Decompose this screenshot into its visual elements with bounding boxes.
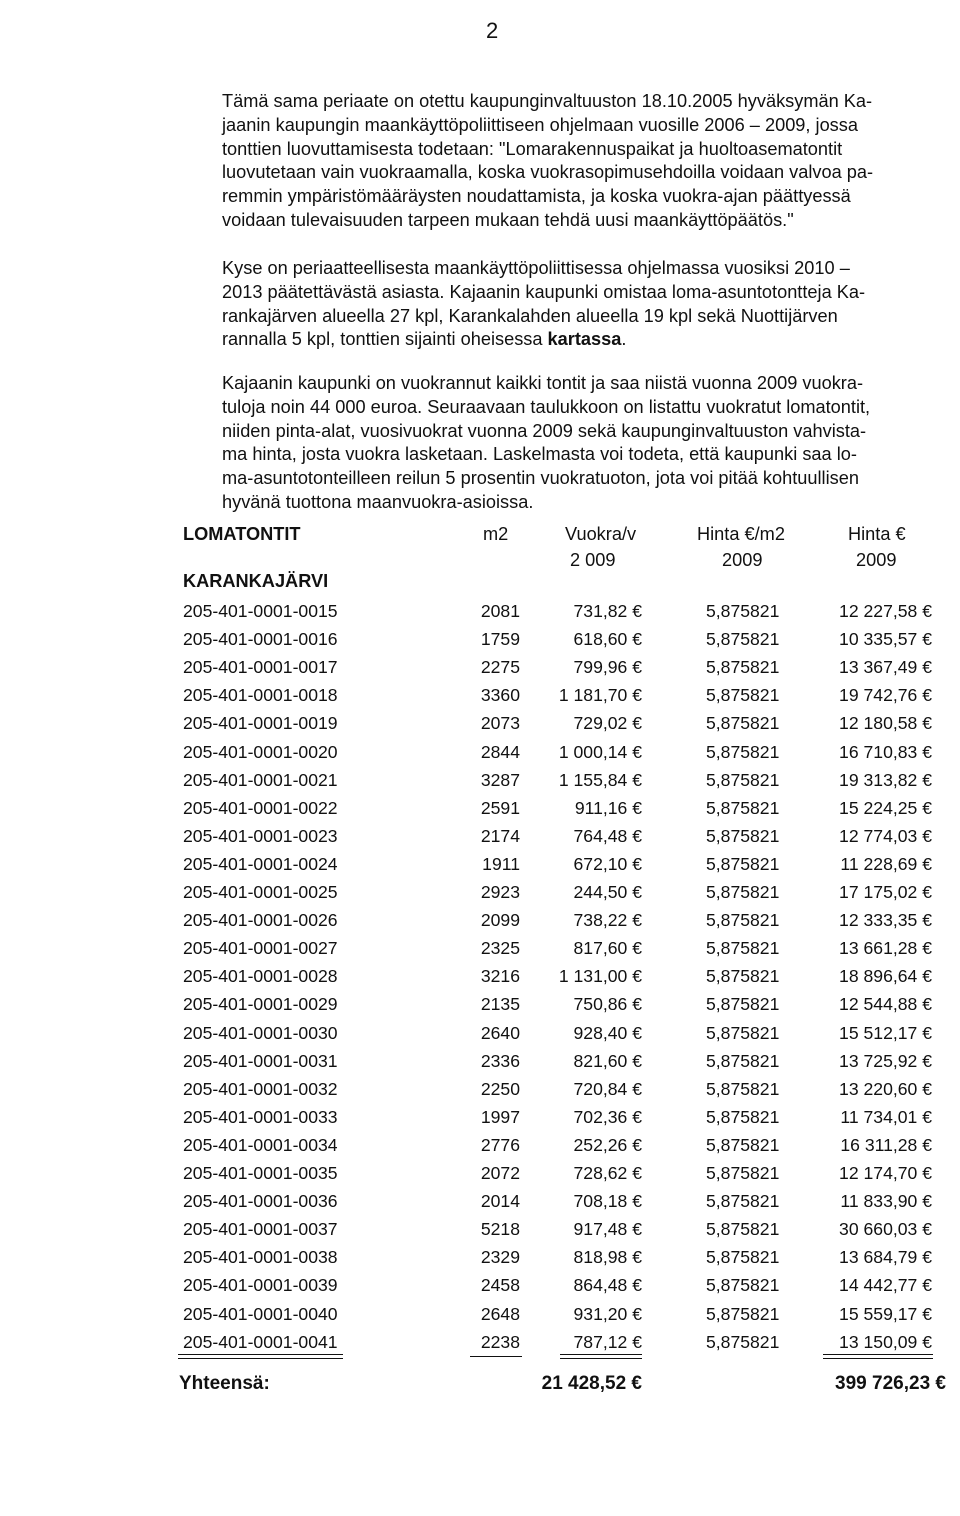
- parcel-price: 12 544,88 €: [839, 994, 932, 1015]
- text-line: voidaan tulevaisuuden tarpeen mukaan tehdä uusi maankäyttöpäätös.": [222, 209, 794, 230]
- parcel-price: 13 725,92 €: [839, 1050, 932, 1071]
- price-per-m2: 5,875821: [706, 1163, 780, 1183]
- text-line: ma hinta, josta vuokra lasketaan. Laskelmasta voi todeta, että kaupunki saa lo-: [222, 444, 857, 465]
- parcel-id: 205-401-0001-0035: [183, 1163, 338, 1183]
- parcel-id: 205-401-0001-0028: [183, 966, 338, 987]
- annual-rent: 1 181,70 €: [558, 685, 642, 706]
- annual-rent: 911,16 €: [574, 797, 642, 818]
- area-m2: 2458: [480, 1275, 520, 1296]
- area-m2: 2776: [480, 1134, 520, 1155]
- area-m2: 3216: [480, 966, 520, 987]
- annual-rent: 817,60 €: [573, 938, 642, 959]
- table-row: [0, 910, 960, 938]
- table-row: [0, 629, 960, 657]
- annual-rent: 928,40 €: [573, 1022, 642, 1043]
- area-m2: 2174: [480, 825, 520, 846]
- parcel-id: 205-401-0001-0040: [183, 1303, 338, 1324]
- annual-rent: 738,22 €: [573, 910, 642, 931]
- area-m2: 2238: [480, 1331, 520, 1352]
- text-line: hyvänä tuottona maanvuokra-asioissa.: [222, 491, 534, 512]
- annual-rent: 864,48 €: [573, 1275, 642, 1296]
- table-row: [0, 1275, 960, 1303]
- parcel-id: 205-401-0001-0027: [183, 938, 338, 959]
- parcel-price: 13 684,79 €: [839, 1247, 932, 1268]
- annual-rent: 821,60 €: [573, 1050, 642, 1071]
- area-m2: 3360: [480, 685, 520, 706]
- table-title: LOMATONTIT: [183, 524, 301, 544]
- area-m2: 2014: [480, 1191, 520, 1212]
- text-line: Kajaanin kaupunki on vuokrannut kaikki tontit ja saa niistä vuonna 2009 vuokra-: [222, 373, 864, 393]
- price-per-m2: 5,875821: [706, 1275, 780, 1296]
- parcel-id: 205-401-0001-0041: [183, 1331, 338, 1352]
- parcel-price: 12 774,03 €: [839, 825, 932, 846]
- price-per-m2: 5,875821: [706, 713, 780, 734]
- id-column-rule: [178, 1358, 343, 1359]
- parcel-price: 11 734,01 €: [840, 1106, 932, 1127]
- parcel-price: 16 710,83 €: [839, 741, 932, 762]
- price-per-m2: 5,875821: [706, 825, 780, 846]
- parcel-id: 205-401-0001-0034: [183, 1134, 338, 1155]
- price-per-m2: 5,875821: [706, 1134, 780, 1155]
- table-row: [0, 882, 960, 910]
- parcel-id: 205-401-0001-0019: [183, 713, 338, 734]
- parcel-id: 205-401-0001-0029: [183, 994, 338, 1015]
- table-row: [0, 966, 960, 994]
- table-row: [0, 1107, 960, 1135]
- area-m2: 2923: [480, 882, 520, 902]
- parcel-price: 17 175,02 €: [839, 882, 932, 902]
- price-per-m2: 5,875821: [706, 910, 780, 931]
- annual-rent: 618,60 €: [573, 629, 642, 650]
- text-line: luovutetaan vain vuokraamalla, koska vuokrasopimusehdoilla voidaan valvoa pa-: [222, 162, 874, 183]
- parcel-id: 205-401-0001-0024: [183, 853, 338, 874]
- annual-rent: 1 131,00 €: [558, 966, 642, 987]
- parcel-price: 30 660,03 €: [839, 1219, 932, 1240]
- price-per-m2: 5,875821: [706, 1331, 780, 1352]
- table-row: [0, 1051, 960, 1079]
- table-row: [0, 685, 960, 713]
- parcel-id: 205-401-0001-0039: [183, 1275, 338, 1296]
- intro-paragraph: [222, 90, 950, 233]
- area-m2: 2844: [480, 741, 520, 762]
- table-row: [0, 1304, 960, 1332]
- map-reference: kartassa: [547, 329, 622, 350]
- text-line: rankajärven alueella 27 kpl, Karankalahden alueella 19 kpl sekä Nuottijärven: [222, 305, 838, 326]
- table-row: [0, 657, 960, 685]
- table-row: [0, 1247, 960, 1275]
- m2-column-rule: [470, 1356, 522, 1357]
- parcel-id: 205-401-0001-0030: [183, 1022, 338, 1043]
- table-row: [0, 601, 960, 629]
- parcel-price: 15 224,25 €: [839, 797, 932, 818]
- parcel-id: 205-401-0001-0016: [183, 629, 338, 650]
- parcel-id: 205-401-0001-0015: [183, 601, 338, 621]
- annual-rent: 1 155,84 €: [558, 769, 642, 790]
- price-per-m2: 5,875821: [706, 601, 780, 621]
- area-m2: 5218: [480, 1219, 520, 1240]
- parcel-id: 205-401-0001-0023: [183, 825, 338, 846]
- area-m2: 2250: [480, 1078, 520, 1099]
- annual-rent: 818,98 €: [573, 1247, 642, 1268]
- price-column-rule: [823, 1358, 933, 1359]
- table-row: [0, 1023, 960, 1051]
- column-header-price: Hinta €: [848, 524, 906, 544]
- parcel-price: 13 661,28 €: [839, 938, 932, 959]
- price-per-m2: 5,875821: [706, 1050, 780, 1071]
- area-m2: 2329: [480, 1247, 520, 1268]
- parcel-id: 205-401-0001-0025: [183, 882, 338, 902]
- text-span: rannalla 5 kpl, tonttien sijainti oheisessa: [222, 329, 548, 350]
- column-header-rent: Vuokra/v: [565, 524, 637, 544]
- annual-rent: 702,36 €: [573, 1106, 642, 1127]
- text-line: jaanin kaupungin maankäyttöpoliittiseen ohjelmaan vuosille 2006 – 2009, jossa: [222, 114, 858, 135]
- context-paragraph: [222, 257, 950, 352]
- annual-rent: 750,86 €: [573, 994, 642, 1015]
- total-price: 399 726,23 €: [835, 1373, 946, 1394]
- parcel-price: 13 150,09 €: [839, 1331, 932, 1352]
- table-row: [0, 1163, 960, 1191]
- column-header-price-year: 2009: [856, 550, 897, 570]
- area-m2: 2640: [480, 1022, 520, 1043]
- table-row: [0, 1079, 960, 1107]
- table-row: [0, 742, 960, 770]
- table-row: [0, 1219, 960, 1247]
- table-row: [0, 713, 960, 741]
- total-rent: 21 428,52 €: [541, 1373, 642, 1394]
- table-row: [0, 826, 960, 854]
- price-per-m2: 5,875821: [706, 685, 780, 706]
- area-m2: 2275: [480, 657, 520, 678]
- table-row: [0, 854, 960, 882]
- parcel-id: 205-401-0001-0018: [183, 685, 338, 706]
- parcel-id: 205-401-0001-0037: [183, 1219, 338, 1240]
- annual-rent: 917,48 €: [573, 1219, 642, 1240]
- price-per-m2: 5,875821: [706, 853, 780, 874]
- price-per-m2: 5,875821: [706, 1106, 780, 1127]
- text-line: 2013 päätettävästä asiasta. Kajaanin kaupunki omistaa loma-asuntotontteja Ka-: [222, 281, 866, 302]
- parcel-id: 205-401-0001-0033: [183, 1106, 338, 1127]
- parcel-id: 205-401-0001-0021: [183, 769, 338, 790]
- parcel-price: 19 313,82 €: [839, 769, 932, 790]
- area-m2: 2081: [480, 601, 520, 621]
- annual-rent: 672,10 €: [573, 853, 642, 874]
- parcel-id: 205-401-0001-0032: [183, 1078, 338, 1099]
- parcel-id: 205-401-0001-0038: [183, 1247, 338, 1268]
- parcel-price: 11 833,90 €: [840, 1191, 932, 1212]
- price-per-m2: 5,875821: [706, 1022, 780, 1043]
- annual-rent: 728,62 €: [573, 1163, 642, 1183]
- text-line: [222, 328, 950, 352]
- column-header-m2: m2: [483, 524, 509, 544]
- page-number: 2: [486, 18, 499, 43]
- text-line: niiden pinta-alat, vuosivuokrat vuonna 2009 sekä kaupunginvaltuuston vahvista-: [222, 420, 867, 441]
- price-column-rule: [823, 1354, 933, 1355]
- annual-rent: 720,84 €: [573, 1078, 642, 1099]
- text-line: Kyse on periaatteellisesta maankäyttöpoliittisessa ohjelmassa vuosiksi 2010 –: [222, 258, 850, 278]
- parcel-price: 12 227,58 €: [839, 601, 932, 621]
- annual-rent: 931,20 €: [573, 1303, 642, 1324]
- price-per-m2: 5,875821: [706, 1219, 780, 1240]
- parcel-price: 19 742,76 €: [839, 685, 932, 706]
- parcel-price: 12 174,70 €: [839, 1163, 932, 1183]
- total-label: Yhteensä:: [179, 1373, 270, 1394]
- text-line: tuloja noin 44 000 euroa. Seuraavaan taulukkoon on listattu vuokratut lomatontit,: [222, 396, 871, 417]
- area-m2: 1759: [480, 629, 520, 650]
- price-per-m2: 5,875821: [706, 797, 780, 818]
- rent-column-rule: [560, 1354, 642, 1355]
- table-row: [0, 994, 960, 1022]
- table-row: [0, 1191, 960, 1219]
- parcel-price: 15 512,17 €: [839, 1022, 932, 1043]
- annual-rent: 1 000,14 €: [558, 741, 642, 762]
- parcel-price: 14 442,77 €: [839, 1275, 932, 1296]
- annual-rent: 729,02 €: [573, 713, 642, 734]
- area-m2: 2325: [480, 938, 520, 959]
- text-line: Tämä sama periaate on otettu kaupunginvaltuuston 18.10.2005 hyväksymän Ka-: [222, 91, 873, 111]
- area-m2: 2591: [480, 797, 520, 818]
- annual-rent: 708,18 €: [573, 1191, 642, 1212]
- area-m2: 2648: [480, 1303, 520, 1324]
- area-m2: 2099: [480, 910, 520, 931]
- area-m2: 2072: [480, 1163, 520, 1183]
- column-header-rate: Hinta €/m2: [697, 524, 785, 544]
- annual-rent: 731,82 €: [573, 601, 642, 621]
- parcel-price: 13 367,49 €: [839, 657, 932, 678]
- parcel-price: 10 335,57 €: [839, 629, 932, 650]
- annual-rent: 252,26 €: [573, 1134, 642, 1155]
- price-per-m2: 5,875821: [706, 938, 780, 959]
- annual-rent: 764,48 €: [573, 825, 642, 846]
- annual-rent: 787,12 €: [573, 1331, 642, 1352]
- table-row: [0, 1135, 960, 1163]
- area-m2: 1911: [482, 853, 520, 874]
- area-m2: 2336: [480, 1050, 520, 1071]
- area-m2: 3287: [480, 769, 520, 790]
- table-row: [0, 770, 960, 798]
- price-per-m2: 5,875821: [706, 769, 780, 790]
- column-header-rate-year: 2009: [722, 550, 763, 570]
- rent-column-rule: [560, 1358, 642, 1359]
- price-per-m2: 5,875821: [706, 1078, 780, 1099]
- id-column-rule: [178, 1354, 343, 1355]
- parcel-price: 16 311,28 €: [840, 1134, 932, 1155]
- price-per-m2: 5,875821: [706, 629, 780, 650]
- parcel-id: 205-401-0001-0031: [183, 1050, 338, 1071]
- parcel-id: 205-401-0001-0020: [183, 741, 338, 762]
- price-per-m2: 5,875821: [706, 657, 780, 678]
- text-line: tonttien luovuttamisesta todetaan: "Lomarakennuspaikat ja huoltoasematontit: [222, 138, 843, 159]
- text-line: remmin ympäristömääräysten noudattamista, ja koska vuokra-ajan päättyessä: [222, 186, 851, 207]
- parcel-price: 15 559,17 €: [839, 1303, 932, 1324]
- table-row: [0, 938, 960, 966]
- parcel-id: 205-401-0001-0017: [183, 657, 338, 678]
- parcel-price: 11 228,69 €: [840, 853, 932, 874]
- rent-paragraph: [222, 372, 950, 515]
- parcel-price: 12 180,58 €: [839, 713, 932, 734]
- column-header-rent-year: 2 009: [570, 550, 616, 570]
- area-m2: 2073: [480, 713, 520, 734]
- parcel-id: 205-401-0001-0026: [183, 910, 338, 931]
- annual-rent: 244,50 €: [573, 882, 642, 902]
- parcel-price: 12 333,35 €: [839, 910, 932, 931]
- price-per-m2: 5,875821: [706, 1247, 780, 1268]
- area-m2: 1997: [480, 1106, 520, 1127]
- annual-rent: 799,96 €: [573, 657, 642, 678]
- parcel-id: 205-401-0001-0022: [183, 797, 338, 818]
- price-per-m2: 5,875821: [706, 1191, 780, 1212]
- table-row: [0, 798, 960, 826]
- price-per-m2: 5,875821: [706, 1303, 780, 1324]
- parcel-price: 13 220,60 €: [839, 1078, 932, 1099]
- text-span: .: [621, 329, 627, 350]
- parcel-id: 205-401-0001-0036: [183, 1191, 338, 1212]
- area-label: KARANKAJÄRVI: [183, 571, 329, 591]
- parcel-price: 18 896,64 €: [839, 966, 932, 987]
- price-per-m2: 5,875821: [706, 966, 780, 987]
- area-m2: 2135: [480, 994, 520, 1015]
- price-per-m2: 5,875821: [706, 741, 780, 762]
- text-line: ma-asuntotonteilleen reilun 5 prosentin vuokratuoton, jota voi pitää kohtuullisen: [222, 468, 859, 489]
- price-per-m2: 5,875821: [706, 994, 780, 1015]
- price-per-m2: 5,875821: [706, 882, 780, 902]
